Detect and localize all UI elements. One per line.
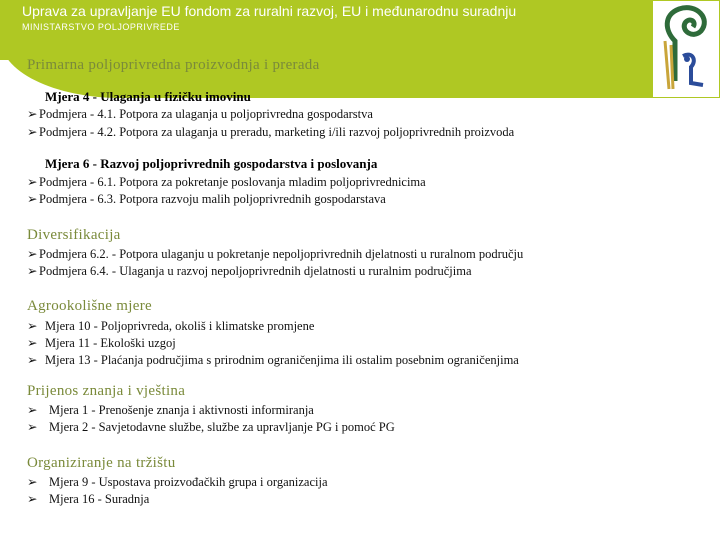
item-text: Mjera 9 - Uspostava proizvođačkih grupa i organizacija [49,475,328,489]
list-item [27,191,386,207]
item-text: Podmjera 6.2. - Potpora ulaganju u pokretanje nepoljoprivrednih djelatnosti u ruralnom području [39,247,524,261]
list-item [27,318,314,334]
arrow-bullet-icon: ➢ [27,336,38,350]
item-text: Mjera 1 - Prenošenje znanja i aktivnosti informiranja [49,403,314,417]
arrow-bullet-icon: ➢ [27,192,38,206]
arrow-bullet-icon: ➢ [27,353,38,367]
list-item [27,246,523,262]
measure-heading: Mjera 6 - Razvoj poljoprivrednih gospodarstva i poslovanja [45,156,378,171]
logo-icon [653,1,719,97]
list-item [27,124,514,140]
section-heading: Prijenos znanja i vještina [27,383,186,399]
list-item [27,474,328,490]
list-item [27,335,176,351]
list-item [27,402,314,418]
header-title: Uprava za upravljanje EU fondom za ruralni razvoj, EU i međunarodnu suradnju [22,3,517,19]
arrow-bullet-icon: ➢ [27,107,38,121]
arrow-bullet-icon: ➢ [27,492,38,506]
arrow-bullet-icon: ➢ [27,319,38,333]
item-text: Mjera 16 - Suradnja [49,492,150,506]
list-item [27,263,472,279]
section-heading: Agrookolišne mjere [27,298,152,314]
arrow-bullet-icon: ➢ [27,264,38,278]
measure-heading: Mjera 4 - Ulaganja u fizičku imovinu [45,89,251,104]
item-text: Mjera 11 - Ekološki uzgoj [45,336,176,350]
item-text: Podmjera - 4.1. Potpora za ulaganja u poljoprivredna gospodarstva [39,107,373,121]
arrow-bullet-icon: ➢ [27,175,38,189]
item-text: Podmjera - 4.2. Potpora za ulaganja u preradu, marketing i/ili razvoj poljoprivrednih proizvoda [39,125,515,139]
list-item [27,174,426,190]
item-text: Podmjera - 6.3. Potpora razvoju malih poljoprivrednih gospodarstava [39,192,386,206]
ministry-logo [652,0,720,98]
section-heading: Organiziranje na tržištu [27,455,176,471]
item-text: Podmjera 6.4. - Ulaganja u razvoj nepoljoprivrednih djelatnosti u ruralnim područjima [39,264,472,278]
section-heading: Diversifikacija [27,227,121,243]
list-item [27,491,149,507]
item-text: Mjera 2 - Savjetodavne službe, službe za upravljanje PG i pomoć PG [49,420,395,434]
item-text: Mjera 13 - Plaćanja područjima s prirodnim ograničenjima ili ostalim posebnim ograničenjima [45,353,519,367]
list-item [27,106,373,122]
arrow-bullet-icon: ➢ [27,125,38,139]
arrow-bullet-icon: ➢ [27,247,38,261]
section-heading: Primarna poljoprivredna proizvodnja i prerada [27,57,320,73]
arrow-bullet-icon: ➢ [27,475,38,489]
arrow-bullet-icon: ➢ [27,403,38,417]
list-item [27,352,519,368]
item-text: Podmjera - 6.1. Potpora za pokretanje poslovanja mladim poljoprivrednicima [39,175,426,189]
list-item [27,419,395,435]
item-text: Mjera 10 - Poljoprivreda, okoliš i klimatske promjene [45,319,315,333]
arrow-bullet-icon: ➢ [27,420,38,434]
header-subtitle: MINISTARSTVO POLJOPRIVREDE [22,22,180,32]
